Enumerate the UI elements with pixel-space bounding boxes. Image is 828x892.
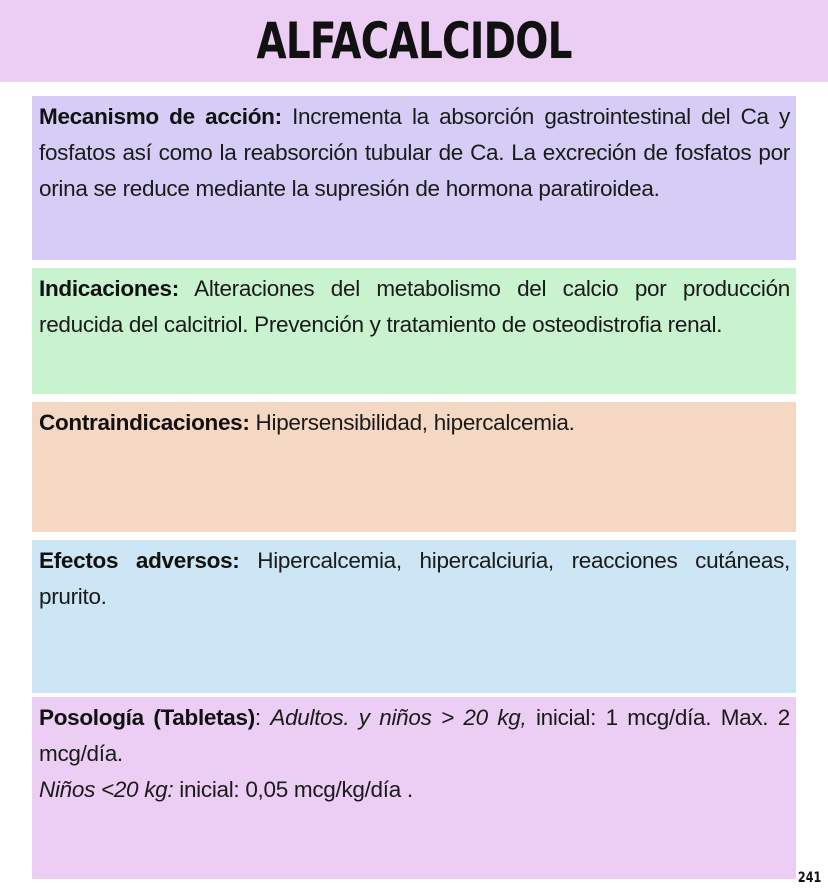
drug-title: ALFACALCIDOL <box>256 12 572 70</box>
efectos-text: Hipercalcemia, hipercalciuria, reacciones cutáneas, prurito. <box>39 548 790 609</box>
indicaciones-text: Alteraciones del metabolismo del calcio por producción reducida del calcitriol. Prevención y tratamiento de osteodistrofia renal. <box>39 276 790 337</box>
indicaciones-label: Indicaciones: <box>39 276 179 301</box>
section-contraindicaciones <box>32 402 796 532</box>
posologia-label: Posología (Tabletas) <box>39 705 255 730</box>
page-number: 241 <box>797 870 822 886</box>
posologia-children-line <box>39 772 790 808</box>
mecanismo-label: Mecanismo de acción: <box>39 104 282 129</box>
posologia-children-text: inicial: 0,05 mcg/kg/día . <box>173 777 413 802</box>
section-efectos-adversos <box>32 540 796 693</box>
section-indicaciones <box>32 268 796 394</box>
posologia-adults-line <box>39 700 790 772</box>
contraindicaciones-label: Contraindicaciones: <box>39 410 250 435</box>
posologia-adults-label: Adultos. y niños > 20 kg, <box>270 705 527 730</box>
mecanismo-text: Incrementa la absorción gastrointestinal del Ca y fosfatos así como la reabsorción tubular de Ca. La excreción de fosfatos por orina se reduce mediante la supresión de hormona paratiroidea. <box>39 104 790 201</box>
title-bar <box>0 0 828 82</box>
contraindicaciones-text: Hipersensibilidad, hipercalcemia. <box>249 410 575 435</box>
section-mecanismo <box>32 96 796 260</box>
efectos-label: Efectos adversos: <box>39 548 240 573</box>
posologia-adults-text: inicial: 1 mcg/día. Max. 2 mcg/día. <box>39 705 790 766</box>
section-posologia <box>32 697 796 879</box>
posologia-separator: : <box>254 705 271 730</box>
posologia-children-label: Niños <20 kg: <box>39 777 174 802</box>
